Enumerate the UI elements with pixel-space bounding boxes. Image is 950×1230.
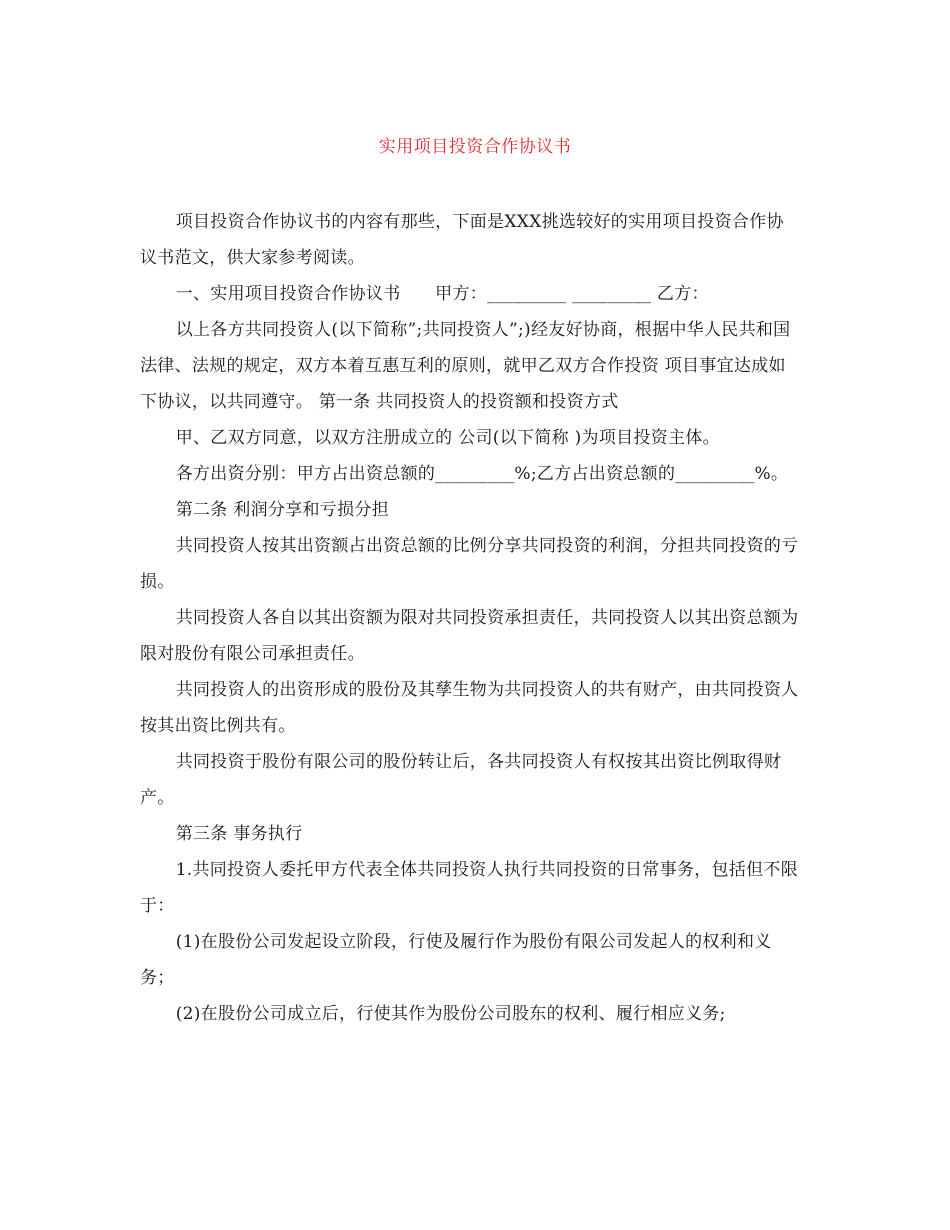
section-one-parties: 一、实用项目投资合作协议书 甲方：_________ _________ 乙方：: [175, 284, 709, 304]
preamble-paragraph: 以上各方共同投资人(以下简称”;共同投资人”;)经友好协商，根据中华人民共和国法律、法规的规定，双方本着互惠互利的原则，就甲乙双方合作投资 项目事宜达成如下协议，以共同遵守。 第一条 共同投资人的投资额和投资方式: [140, 320, 791, 412]
list-item: (1)在股份公司发起设立阶段，行使及履行作为股份有限公司发起人的权利和义务；: [140, 932, 772, 988]
document-title: 实用项目投资合作协议书: [378, 137, 572, 157]
document-body: [140, 204, 800, 1032]
list-item: (2)在股份公司成立后，行使其作为股份公司股东的权利、履行相应义务;: [175, 1004, 726, 1024]
joint-property-paragraph: 共同投资人的出资形成的股份及其孳生物为共同投资人的共有财产，由共同投资人按其出资比例共有。: [140, 680, 799, 736]
share-transfer-paragraph: 共同投资于股份有限公司的股份转让后，各共同投资人有权按其出资比例取得财产。: [140, 752, 782, 808]
article-two-heading: 第二条 利润分享和亏损分担: [175, 500, 389, 520]
profit-sharing-paragraph: 共同投资人按其出资额占出资总额的比例分享共同投资的利润，分担共同投资的亏损。: [140, 536, 799, 592]
liability-paragraph: 共同投资人各自以其出资额为限对共同投资承担责任，共同投资人以其出资总额为限对股份有限公司承担责任。: [140, 608, 799, 664]
contribution-ratio-paragraph: 各方出资分别：甲方占出资总额的_________%;乙方占出资总额的_________%。: [175, 464, 789, 484]
investment-subject-paragraph: 甲、乙双方同意，以双方注册成立的 公司(以下简称 )为项目投资主体。: [175, 428, 720, 448]
delegation-paragraph: 1.共同投资人委托甲方代表全体共同投资人执行共同投资的日常事务，包括但不限于：: [140, 860, 799, 916]
intro-paragraph: 项目投资合作协议书的内容有那些，下面是XXX挑选较好的实用项目投资合作协议书范文，供大家参考阅读。: [140, 212, 784, 268]
article-three-heading: 第三条 事务执行: [175, 824, 303, 844]
